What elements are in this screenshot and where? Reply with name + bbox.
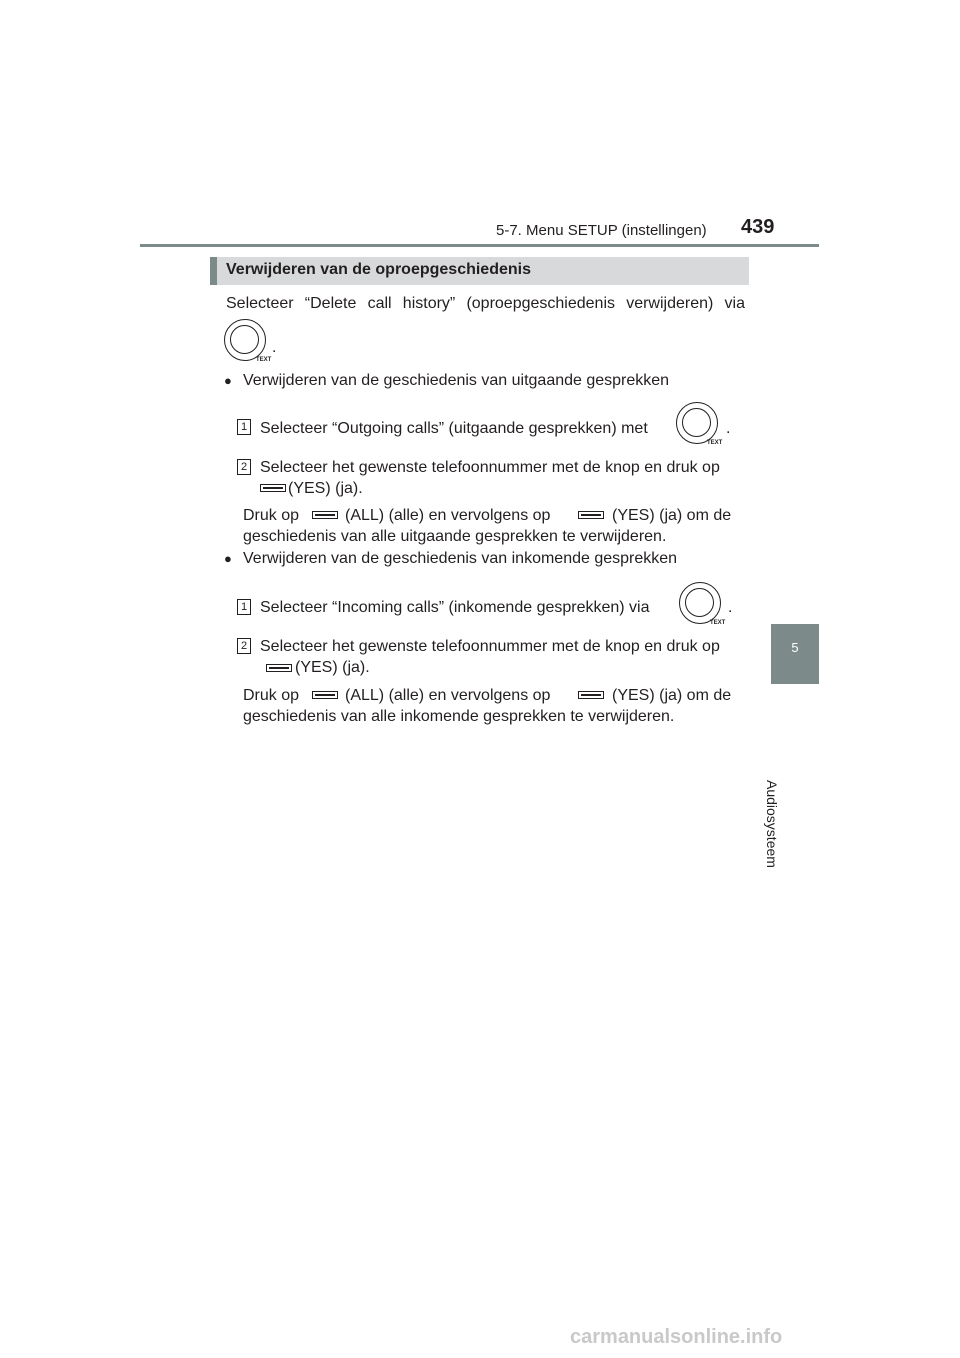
yes-button-icon: [578, 511, 604, 519]
outgoing-step2-yes: (YES) (ja).: [288, 480, 363, 497]
yes-button-icon: [260, 484, 286, 492]
tune-dial-icon: [676, 402, 718, 444]
incoming-note-line2: geschiedenis van alle inkomende gesprekken te verwijderen.: [243, 708, 675, 725]
incoming-note-druk: Druk op: [243, 687, 300, 704]
outgoing-note-yes: (YES) (ja) om de: [612, 507, 732, 524]
tune-dial-icon: [224, 319, 266, 361]
step-number-badge: 1: [237, 599, 251, 615]
outgoing-heading: Verwijderen van de geschiedenis van uitgaande gesprekken: [243, 372, 670, 389]
incoming-step2-yes: (YES) (ja).: [295, 659, 370, 676]
section-title-accent: [210, 257, 217, 285]
incoming-step1-period: .: [728, 599, 733, 616]
bullet-icon: ●: [224, 551, 232, 566]
yes-button-icon: [578, 691, 604, 699]
dial-text-label: TEXT: [256, 357, 272, 363]
watermark: carmanualsonline.info: [570, 1326, 783, 1348]
incoming-heading: Verwijderen van de geschiedenis van inkomende gesprekken: [243, 550, 678, 567]
dial-text-label: TEXT: [707, 440, 723, 446]
outgoing-note-all: (ALL) (alle) en vervolgens op: [345, 507, 551, 524]
intro-period: .: [272, 339, 277, 356]
incoming-step2-text: Selecteer het gewenste telefoonnummer met de knop en druk op: [260, 638, 720, 655]
all-button-icon: [312, 511, 338, 519]
section-title: Verwijderen van de oproepgeschiedenis: [226, 261, 531, 278]
incoming-note-all: (ALL) (alle) en vervolgens op: [345, 687, 551, 704]
outgoing-note-line2: geschiedenis van alle uitgaande gesprekken te verwijderen.: [243, 528, 667, 545]
page-number: 439: [741, 216, 775, 238]
step-number-badge: 2: [237, 459, 251, 475]
outgoing-step1-text: Selecteer “Outgoing calls” (uitgaande gesprekken) met: [260, 420, 648, 437]
incoming-note-yes: (YES) (ja) om de: [612, 687, 732, 704]
tune-dial-icon: [679, 582, 721, 624]
yes-button-icon: [266, 664, 292, 672]
outgoing-step2-text: Selecteer het gewenste telefoonnummer met de knop en druk op: [260, 459, 720, 476]
dial-text-label: TEXT: [710, 620, 726, 626]
outgoing-step1-period: .: [726, 420, 731, 437]
chapter-label: Audiosysteem: [764, 780, 780, 868]
intro-text: Selecteer “Delete call history” (oproepgeschiedenis verwijderen) via: [226, 295, 745, 312]
incoming-step1-text: Selecteer “Incoming calls” (inkomende gesprekken) via: [260, 599, 650, 616]
outgoing-note-druk: Druk op: [243, 507, 300, 524]
bullet-icon: ●: [224, 373, 232, 388]
section-reference: 5-7. Menu SETUP (instellingen): [496, 222, 707, 239]
header-rule: [140, 244, 819, 247]
all-button-icon: [312, 691, 338, 699]
step-number-badge: 2: [237, 638, 251, 654]
chapter-number: 5: [791, 640, 799, 655]
step-number-badge: 1: [237, 419, 251, 435]
